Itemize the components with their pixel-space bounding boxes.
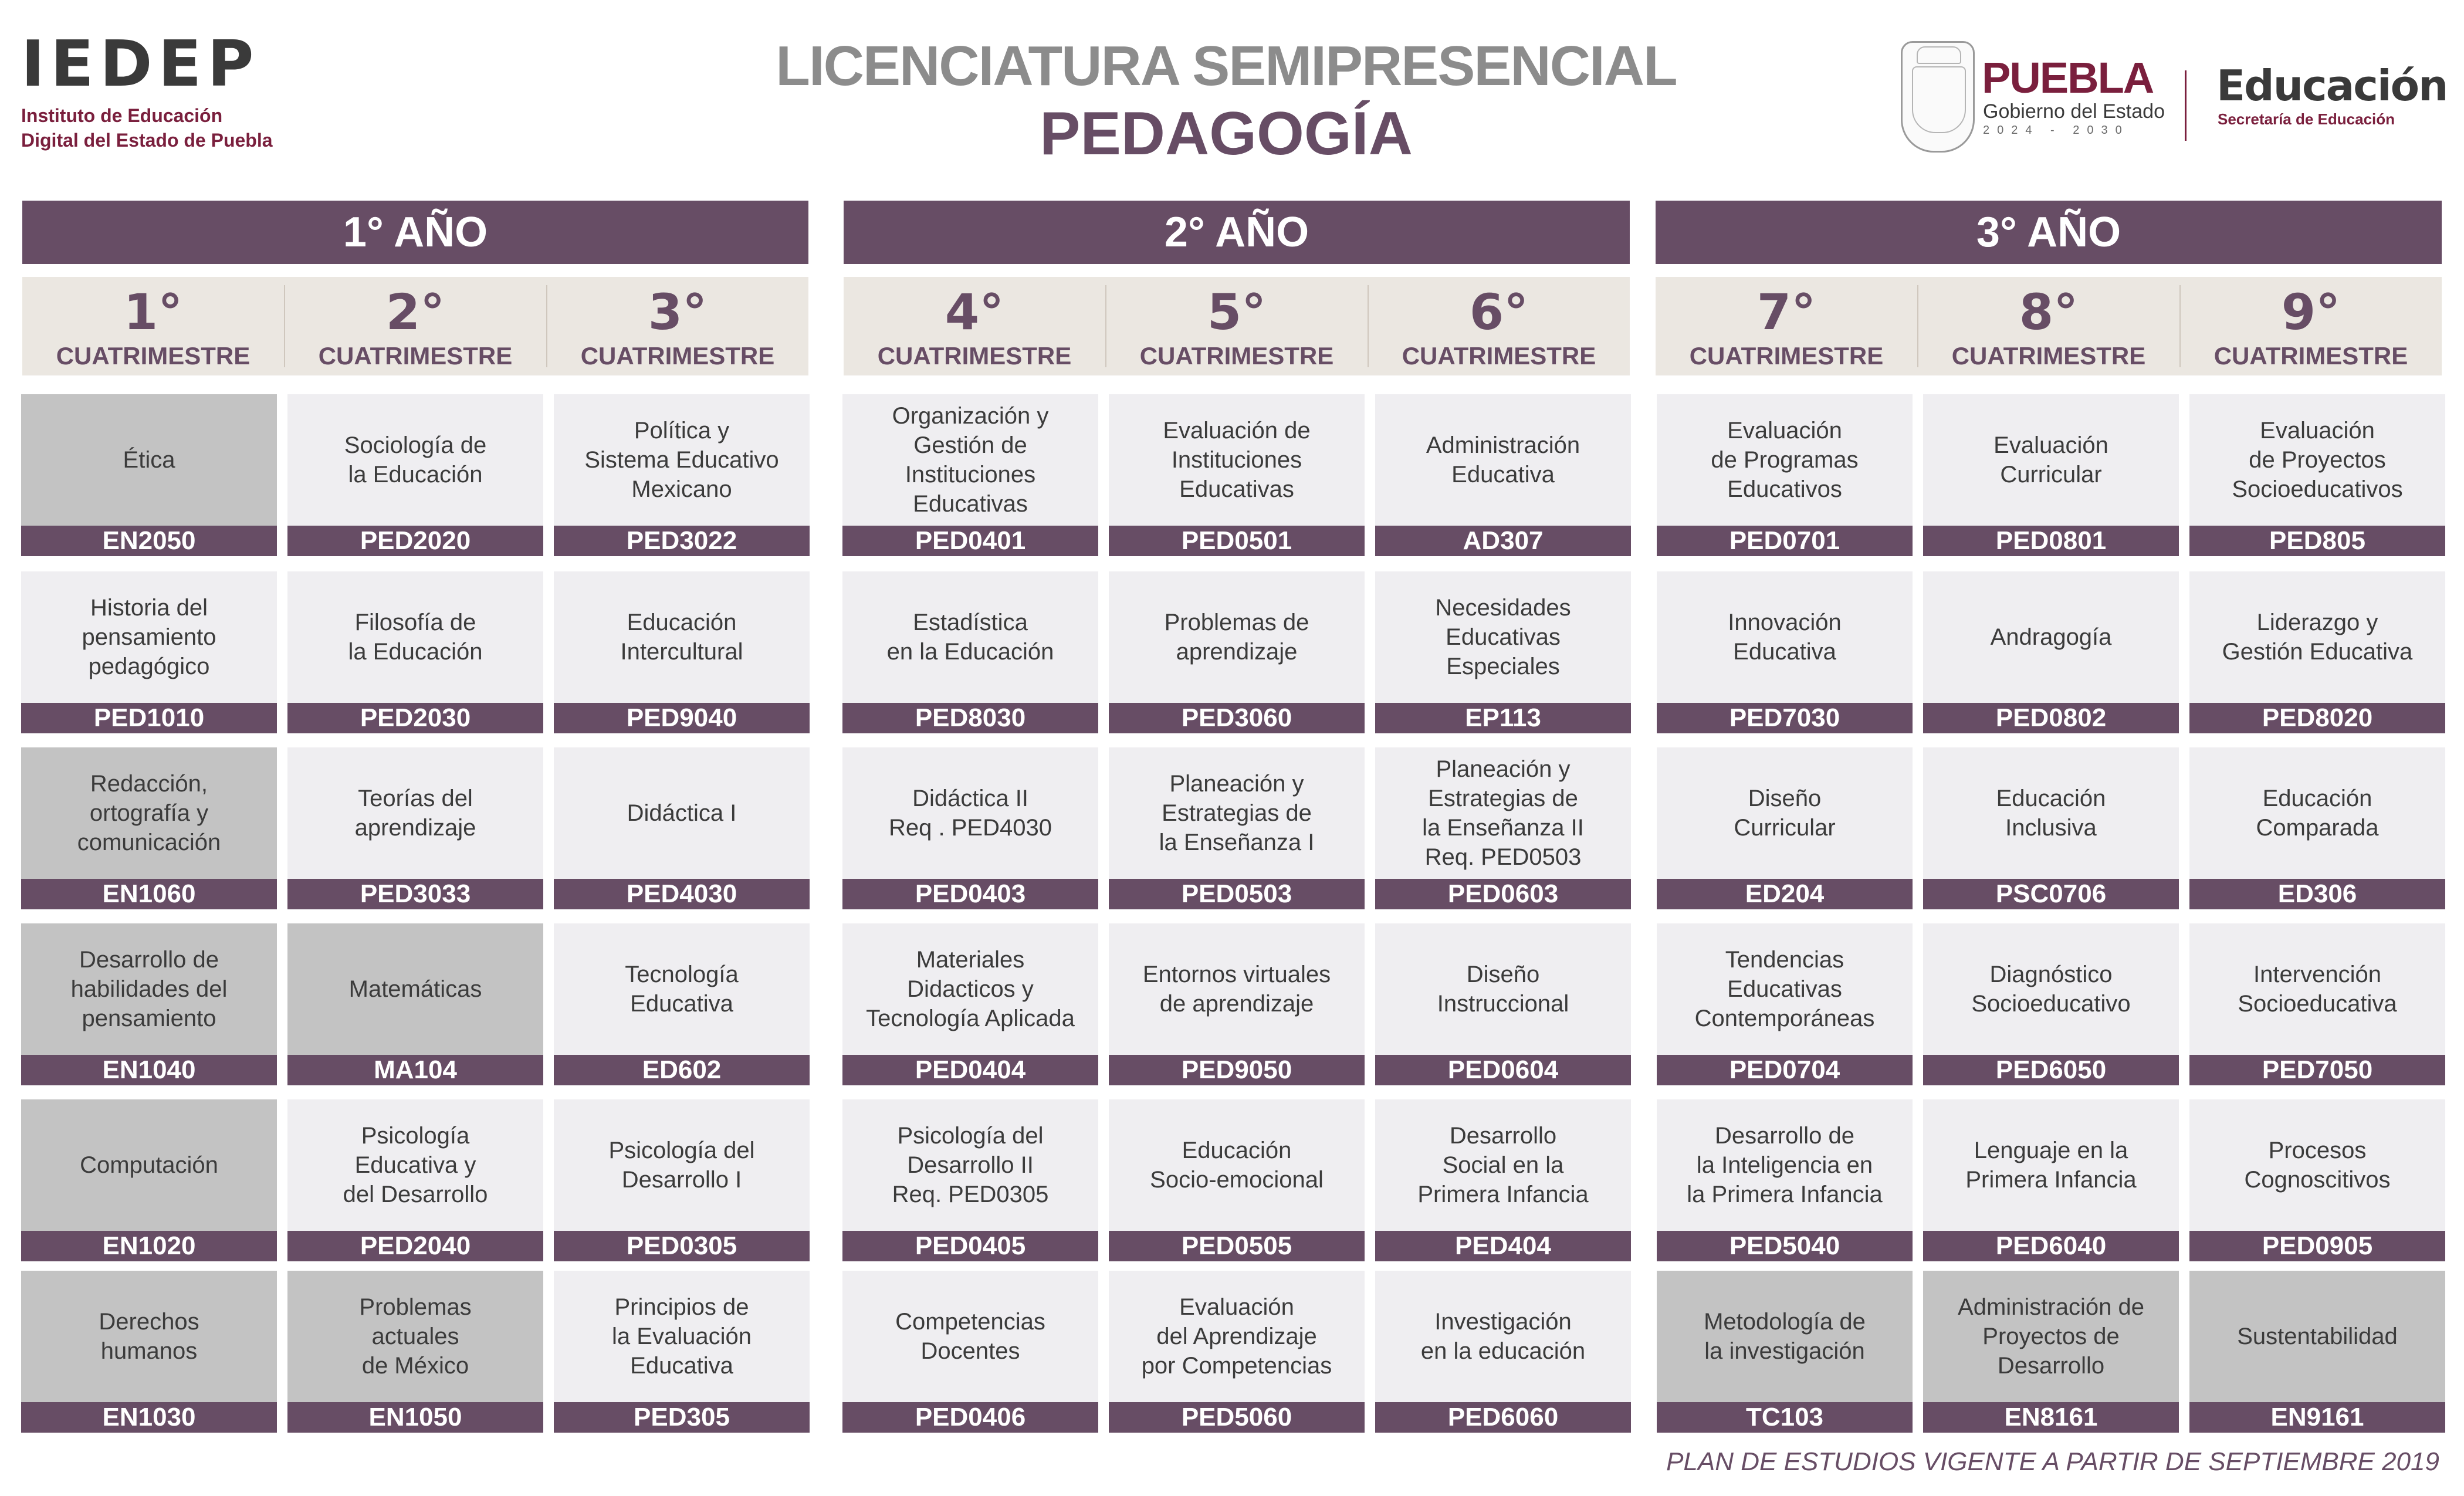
course-card (842, 747, 1098, 909)
course-code: EN1030 (21, 1402, 277, 1433)
semester-number: 9° (2281, 283, 2341, 341)
semester-header-3 (547, 277, 808, 375)
course-name: Administración Educativa (1426, 432, 1580, 488)
course-name: Filosofía de la Educación (348, 610, 483, 665)
course-name: Educación Intercultural (620, 610, 743, 665)
course-code: PED0704 (1657, 1055, 1913, 1085)
course-code: PED0905 (2189, 1231, 2445, 1261)
semester-label: CUATRIMESTRE (580, 342, 775, 370)
course-card (842, 1099, 1098, 1261)
course-card (287, 394, 543, 556)
course-card (1923, 571, 2179, 733)
course-name: Entornos virtuales de aprendizaje (1142, 962, 1331, 1017)
course-name: Evaluación de Proyectos Socioeducativos (2232, 418, 2403, 502)
course-card (2189, 571, 2445, 733)
semester-label: CUATRIMESTRE (1402, 342, 1596, 370)
course-card (287, 1099, 543, 1261)
program-type: LICENCIATURA SEMIPRESENCIAL (776, 35, 1677, 97)
year-bar-3: 3° AÑO (1656, 201, 2442, 264)
course-card (554, 394, 810, 556)
course-code: ED602 (554, 1055, 810, 1085)
course-name: Diagnóstico Socioeducativo (1971, 962, 2131, 1017)
course-card (21, 747, 277, 909)
course-name: Administración de Proyectos de Desarrollo (1958, 1294, 2144, 1379)
course-card (1923, 1099, 2179, 1261)
course-card (287, 747, 543, 909)
gobierno-label: Gobierno del Estado (1983, 100, 2165, 123)
course-card (1109, 923, 1365, 1085)
semester-header-6 (1368, 277, 1630, 375)
course-name: Política y Sistema Educativo Mexicano (584, 418, 779, 502)
course-code: PED0401 (842, 526, 1098, 556)
course-name: Desarrollo Social en la Primera Infancia (1417, 1123, 1589, 1207)
course-name: Evaluación de Instituciones Educativas (1163, 418, 1311, 502)
course-name: Planeación y Estrategias de la Enseñanza II Req. PED0503 (1422, 756, 1584, 870)
semester-number: 6° (1469, 283, 1529, 341)
semester-label: CUATRIMESTRE (1139, 342, 1334, 370)
course-code: PED9050 (1109, 1055, 1365, 1085)
course-card (554, 747, 810, 909)
course-code: PED2020 (287, 526, 543, 556)
semester-header-2 (285, 277, 546, 375)
semester-header-9 (2180, 277, 2442, 375)
course-card (1375, 571, 1631, 733)
course-code: PED0802 (1923, 703, 2179, 733)
government-logos (1901, 41, 2448, 158)
course-card (554, 1099, 810, 1261)
course-card (2189, 1099, 2445, 1261)
course-code: EP113 (1375, 703, 1631, 733)
course-card (1923, 747, 2179, 909)
course-name: Procesos Cognoscitivos (2244, 1138, 2391, 1193)
course-name: Lenguaje en la Primera Infancia (1965, 1138, 2137, 1193)
course-card (1923, 923, 2179, 1085)
course-code: ED204 (1657, 879, 1913, 909)
course-card (554, 923, 810, 1085)
course-card (2189, 1271, 2445, 1433)
course-card (1657, 747, 1913, 909)
course-code: PED2030 (287, 703, 543, 733)
course-code: PED0404 (842, 1055, 1098, 1085)
course-name: Competencias Docentes (895, 1309, 1045, 1364)
course-card (1109, 1271, 1365, 1433)
course-name: Didáctica I (627, 800, 737, 826)
semester-label: CUATRIMESTRE (1951, 342, 2146, 370)
course-name: Evaluación de Programas Educativos (1711, 418, 1859, 502)
course-name: Evaluación del Aprendizaje por Competencias (1141, 1294, 1332, 1379)
course-code: TC103 (1657, 1402, 1913, 1433)
semester-number: 2° (385, 283, 445, 341)
semester-number: 8° (2019, 283, 2079, 341)
course-card (1375, 394, 1631, 556)
semester-label: CUATRIMESTRE (1689, 342, 1884, 370)
semester-header-4 (844, 277, 1105, 375)
course-name: Materiales Didacticos y Tecnología Aplicada (866, 947, 1075, 1031)
course-name: Educación Inclusiva (1996, 786, 2106, 841)
course-code: MA104 (287, 1055, 543, 1085)
institution-name-line2: Digital del Estado de Puebla (21, 130, 273, 151)
course-name: Problemas actuales de México (359, 1294, 472, 1379)
course-code: PED9040 (554, 703, 810, 733)
course-code: PED0801 (1923, 526, 2179, 556)
course-name: Sociología de la Educación (344, 432, 487, 488)
course-code: ED306 (2189, 879, 2445, 909)
semester-band-year-3 (1656, 277, 2442, 375)
course-code: PED0406 (842, 1402, 1098, 1433)
course-card (21, 1099, 277, 1261)
course-name: Andragogía (1990, 624, 2112, 650)
course-code: PED805 (2189, 526, 2445, 556)
course-code: PED0603 (1375, 879, 1631, 909)
course-card (1657, 1099, 1913, 1261)
course-card (1923, 394, 2179, 556)
semester-number: 7° (1756, 283, 1816, 341)
course-card (842, 571, 1098, 733)
course-card (1109, 1099, 1365, 1261)
semester-band-year-1 (22, 277, 808, 375)
course-code: EN1060 (21, 879, 277, 909)
course-card (2189, 394, 2445, 556)
course-code: PED305 (554, 1402, 810, 1433)
course-code: PED8020 (2189, 703, 2445, 733)
course-card (1109, 394, 1365, 556)
course-card (1657, 571, 1913, 733)
year-bar-1: 1° AÑO (22, 201, 808, 264)
course-code: PED0701 (1657, 526, 1913, 556)
secretaria-label: Secretaría de Educación (2218, 110, 2395, 128)
course-code: EN1040 (21, 1055, 277, 1085)
course-name: Computación (80, 1152, 218, 1178)
course-code: EN9161 (2189, 1402, 2445, 1433)
coat-of-arms-icon (1901, 41, 1975, 153)
course-name: Derechos humanos (99, 1309, 199, 1364)
course-code: EN8161 (1923, 1402, 2179, 1433)
course-name: Didáctica II Req . PED4030 (889, 786, 1052, 841)
course-code: PED0305 (554, 1231, 810, 1261)
course-name: Redacción, ortografía y comunicación (77, 771, 221, 855)
course-name: Psicología del Desarrollo I (608, 1138, 755, 1193)
course-name: Evaluación Curricular (1993, 432, 2108, 488)
course-name: Investigación en la educación (1420, 1309, 1586, 1364)
semester-label: CUATRIMESTRE (318, 342, 513, 370)
course-code: PED3033 (287, 879, 543, 909)
course-name: Diseño Instruccional (1437, 962, 1569, 1017)
course-name: Liderazgo y Gestión Educativa (2222, 610, 2413, 665)
course-code: PSC0706 (1923, 879, 2179, 909)
course-card (1657, 1271, 1913, 1433)
course-name: Planeación y Estrategias de la Enseñanza I (1159, 771, 1315, 855)
course-card (1657, 394, 1913, 556)
program-name: PEDAGOGÍA (1040, 100, 1413, 168)
course-card (842, 1271, 1098, 1433)
course-card (842, 923, 1098, 1085)
semester-number: 3° (648, 283, 708, 341)
gov-years: 2024 - 2030 (1983, 124, 2130, 137)
institution-name-line1: Instituto de Educación (21, 105, 223, 126)
course-name: Organización y Gestión de Instituciones Educativas (892, 403, 1049, 517)
course-code: EN1020 (21, 1231, 277, 1261)
course-card (554, 571, 810, 733)
course-card (21, 923, 277, 1085)
course-code: AD307 (1375, 526, 1631, 556)
course-card (2189, 923, 2445, 1085)
course-card (21, 394, 277, 556)
iedep-wordmark: IEDEP (21, 28, 260, 101)
semester-label: CUATRIMESTRE (56, 342, 251, 370)
course-card (287, 571, 543, 733)
course-card (554, 1271, 810, 1433)
course-code: PED0503 (1109, 879, 1365, 909)
course-name: Tecnología Educativa (625, 962, 739, 1017)
course-code: PED6060 (1375, 1402, 1631, 1433)
course-code: PED3022 (554, 526, 810, 556)
course-code: PED0505 (1109, 1231, 1365, 1261)
course-code: PED4030 (554, 879, 810, 909)
course-name: Matemáticas (348, 976, 482, 1002)
course-card (1109, 747, 1365, 909)
semester-header-7 (1656, 277, 1917, 375)
semester-header-5 (1106, 277, 1368, 375)
course-name: Intervención Socioeducativa (2238, 962, 2397, 1017)
course-card (287, 1271, 543, 1433)
course-name: Necesidades Educativas Especiales (1435, 595, 1571, 679)
semester-label: CUATRIMESTRE (877, 342, 1072, 370)
course-code: PED0403 (842, 879, 1098, 909)
course-name: Psicología Educativa y del Desarrollo (343, 1123, 488, 1207)
course-card (287, 923, 543, 1085)
course-code: PED7030 (1657, 703, 1913, 733)
iedep-logo (21, 28, 273, 153)
course-code: EN1050 (287, 1402, 543, 1433)
course-name: Sustentabilidad (2237, 1324, 2398, 1349)
course-code: PED0405 (842, 1231, 1098, 1261)
course-code: PED5060 (1109, 1402, 1365, 1433)
course-name: Ética (123, 447, 175, 473)
course-card (1923, 1271, 2179, 1433)
course-code: PED0501 (1109, 526, 1365, 556)
semester-header-1 (22, 277, 284, 375)
course-code: PED6050 (1923, 1055, 2179, 1085)
semester-number: 5° (1207, 283, 1267, 341)
course-card (1375, 1099, 1631, 1261)
course-card (1375, 747, 1631, 909)
course-name: Teorías del aprendizaje (354, 786, 476, 841)
course-name: Diseño Curricular (1734, 786, 1836, 841)
course-name: Principios de la Evaluación Educativa (612, 1294, 752, 1379)
course-name: Desarrollo de la Inteligencia en la Primera Infancia (1687, 1123, 1883, 1207)
course-code: PED0604 (1375, 1055, 1631, 1085)
course-card (21, 571, 277, 733)
puebla-wordmark: PUEBLA (1982, 53, 2154, 102)
course-name: Psicología del Desarrollo II Req. PED0305 (892, 1123, 1049, 1207)
course-card (842, 394, 1098, 556)
educacion-wordmark: Educación (2216, 61, 2448, 110)
logo-divider (2185, 70, 2187, 141)
course-code: PED5040 (1657, 1231, 1913, 1261)
course-code: EN2050 (21, 526, 277, 556)
year-bar-2: 2° AÑO (844, 201, 1630, 264)
course-code: PED3060 (1109, 703, 1365, 733)
course-name: Problemas de aprendizaje (1164, 610, 1309, 665)
course-name: Estadística en la Educación (886, 610, 1054, 665)
course-card (1375, 1271, 1631, 1433)
course-name: Desarrollo de habilidades del pensamiento (70, 947, 228, 1031)
footer-note: PLAN DE ESTUDIOS VIGENTE A PARTIR DE SEPTIEMBRE 2019 (1666, 1447, 2439, 1476)
semester-number: 1° (123, 283, 183, 341)
semester-band-year-2 (844, 277, 1630, 375)
course-name: Innovación Educativa (1728, 610, 1842, 665)
page-title (645, 34, 1807, 169)
semester-header-8 (1918, 277, 2179, 375)
semester-label: CUATRIMESTRE (2213, 342, 2408, 370)
course-code: PED6040 (1923, 1231, 2179, 1261)
course-name: Historia del pensamiento pedagógico (82, 595, 216, 679)
course-code: PED404 (1375, 1231, 1631, 1261)
course-code: PED1010 (21, 703, 277, 733)
course-code: PED7050 (2189, 1055, 2445, 1085)
semester-number: 4° (945, 283, 1004, 341)
course-card (2189, 747, 2445, 909)
course-name: Metodología de la investigación (1704, 1309, 1866, 1364)
course-card (21, 1271, 277, 1433)
course-card (1109, 571, 1365, 733)
course-name: Educación Comparada (2256, 786, 2379, 841)
course-card (1657, 923, 1913, 1085)
course-card (1375, 923, 1631, 1085)
course-code: PED2040 (287, 1231, 543, 1261)
course-code: PED8030 (842, 703, 1098, 733)
course-name: Educación Socio-emocional (1150, 1138, 1324, 1193)
course-name: Tendencias Educativas Contemporáneas (1694, 947, 1875, 1031)
